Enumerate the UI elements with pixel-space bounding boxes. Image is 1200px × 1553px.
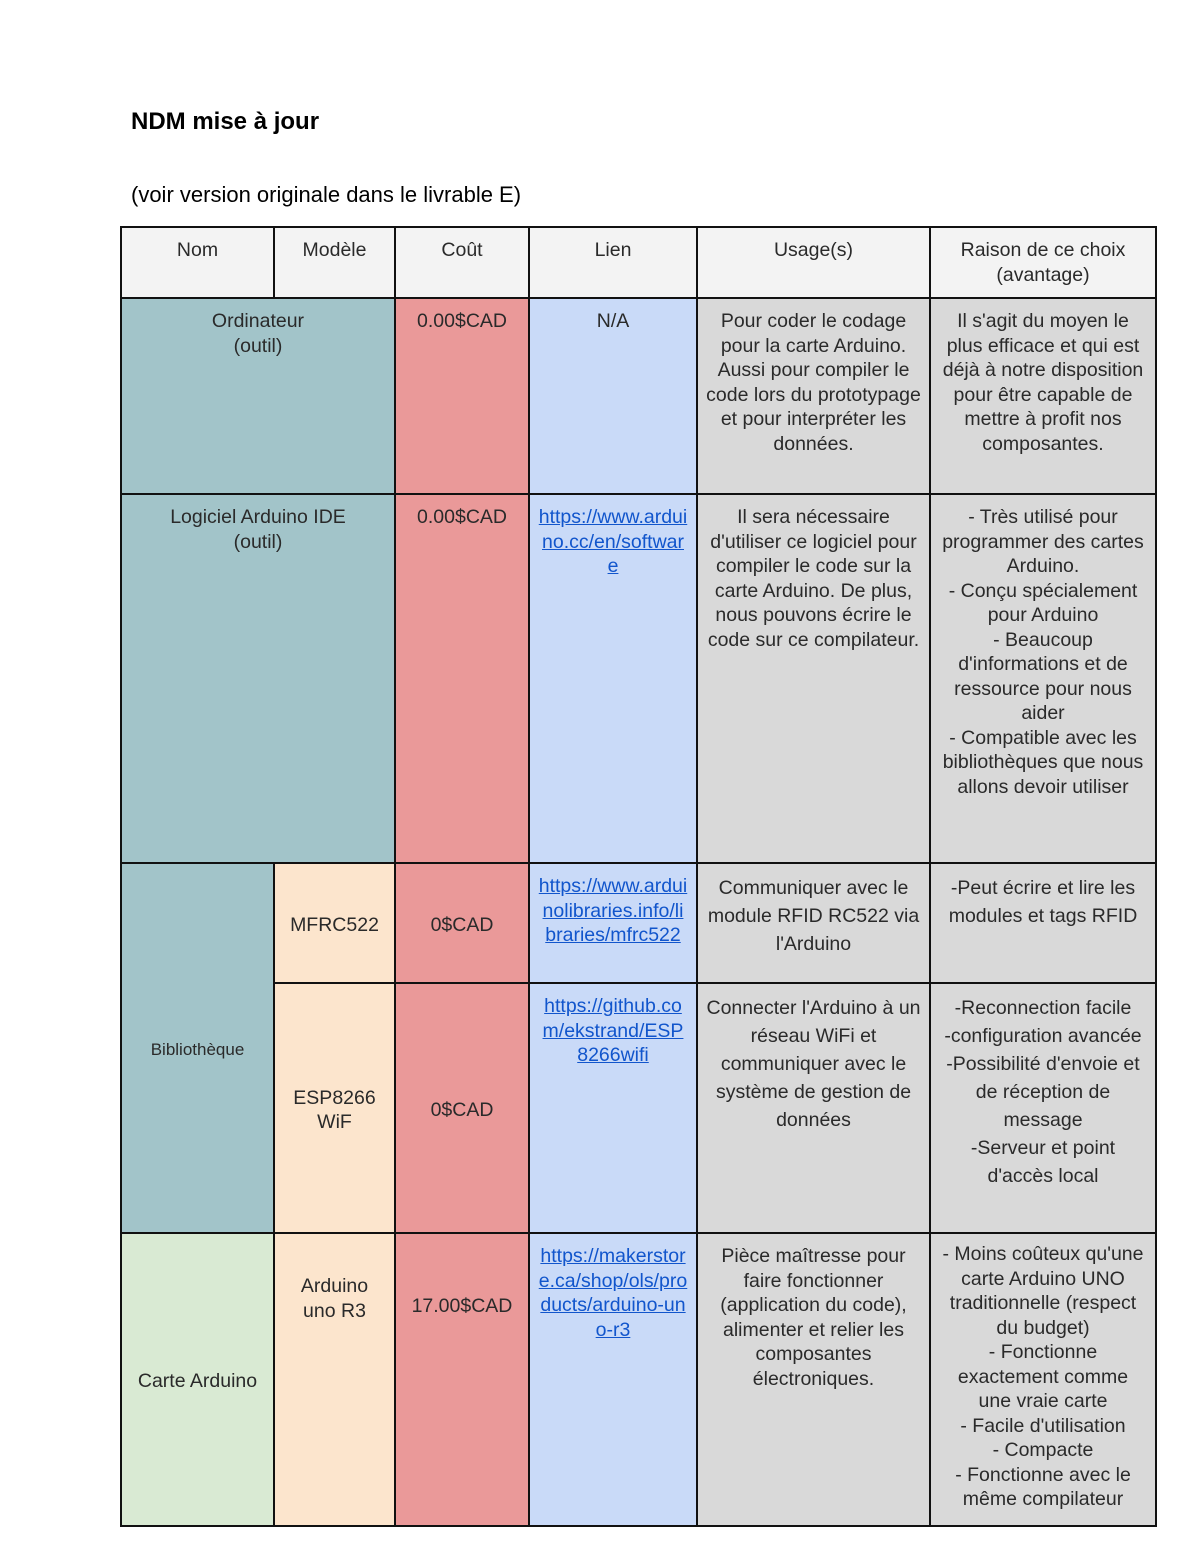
link-makerstore-arduino[interactable]: https://makerstore.ca/shop/ols/products/arduino-uno-r3 — [538, 1245, 688, 1341]
cell-modele: ESP8266 WiF — [274, 983, 395, 1233]
document-subtitle: (voir version originale dans le livrable E) — [131, 182, 522, 207]
cell-lien — [529, 863, 697, 983]
cell-usage: Communiquer avec le module RFID RC522 via l'Arduino — [697, 863, 930, 983]
cell-usage: Pièce maîtresse pour faire fonctionner (application du code), alimenter et relier les composantes électroniques. — [697, 1233, 930, 1526]
table-row — [121, 298, 1156, 494]
table-row — [121, 983, 1156, 1233]
cell-raison: -Reconnection facile -configuration avancée -Possibilité d'envoie et de réception de message -Serveur et point d'accès local — [930, 983, 1156, 1233]
cell-cout: 0.00$CAD — [395, 298, 529, 494]
cell-usage: Il sera nécessaire d'utiliser ce logiciel pour compiler le code sur la carte Arduino. De plus, nous pouvons écrire le code sur ce compilateur. — [697, 494, 930, 863]
cell-modele: Arduino uno R3 — [274, 1233, 395, 1526]
cell-lien: N/A — [529, 298, 697, 494]
cell-cout: 0.00$CAD — [395, 494, 529, 863]
cell-nom: Bibliothèque — [121, 863, 274, 1233]
cell-nom: Logiciel Arduino IDE (outil) — [121, 494, 395, 863]
header-usage: Usage(s) — [697, 227, 930, 298]
header-lien: Lien — [529, 227, 697, 298]
cell-lien — [529, 1233, 697, 1526]
cell-lien — [529, 494, 697, 863]
cell-cout: 17.00$CAD — [395, 1233, 529, 1526]
document-title: NDM mise à jour — [131, 108, 320, 135]
cell-cout: 0$CAD — [395, 863, 529, 983]
cell-raison: Il s'agit du moyen le plus efficace et qui est déjà à notre disposition pour être capable de mettre à profit nos composantes. — [930, 298, 1156, 494]
table-row — [121, 1233, 1156, 1526]
cell-lien — [529, 983, 697, 1233]
header-row — [121, 227, 1156, 298]
header-modele: Modèle — [274, 227, 395, 298]
cell-usage: Pour coder le codage pour la carte Arduino. Aussi pour compiler le code lors du prototypage et pour interpréter les données. — [697, 298, 930, 494]
table-row — [121, 863, 1156, 983]
link-esp8266-library[interactable]: https://github.com/ekstrand/ESP8266wifi — [542, 995, 684, 1066]
cell-raison: - Très utilisé pour programmer des cartes Arduino. - Conçu spécialement pour Arduino - Beaucoup d'informations et de ressource pour nous aider - Compatible avec les bibliothèques que nous allons devoir utiliser — [930, 494, 1156, 863]
table-row — [121, 494, 1156, 863]
cell-cout: 0$CAD — [395, 983, 529, 1233]
header-nom: Nom — [121, 227, 274, 298]
header-cout: Coût — [395, 227, 529, 298]
link-mfrc522-library[interactable]: https://www.arduinolibraries.info/libraries/mfrc522 — [538, 875, 688, 946]
materials-table — [120, 226, 1157, 1527]
cell-nom: Ordinateur (outil) — [121, 298, 395, 494]
cell-raison: - Moins coûteux qu'une carte Arduino UNO traditionnelle (respect du budget) - Fonctionne exactement comme une vraie carte - Facile d'utilisation - Compacte - Fonctionne avec le même compilateur — [930, 1233, 1156, 1526]
cell-modele: MFRC522 — [274, 863, 395, 983]
cell-nom: Carte Arduino — [121, 1233, 274, 1526]
cell-raison: -Peut écrire et lire les modules et tags RFID — [930, 863, 1156, 983]
header-raison: Raison de ce choix (avantage) — [930, 227, 1156, 298]
cell-usage: Connecter l'Arduino à un réseau WiFi et communiquer avec le système de gestion de données — [697, 983, 930, 1233]
link-arduino-software[interactable]: https://www.arduino.cc/en/software — [538, 506, 688, 577]
